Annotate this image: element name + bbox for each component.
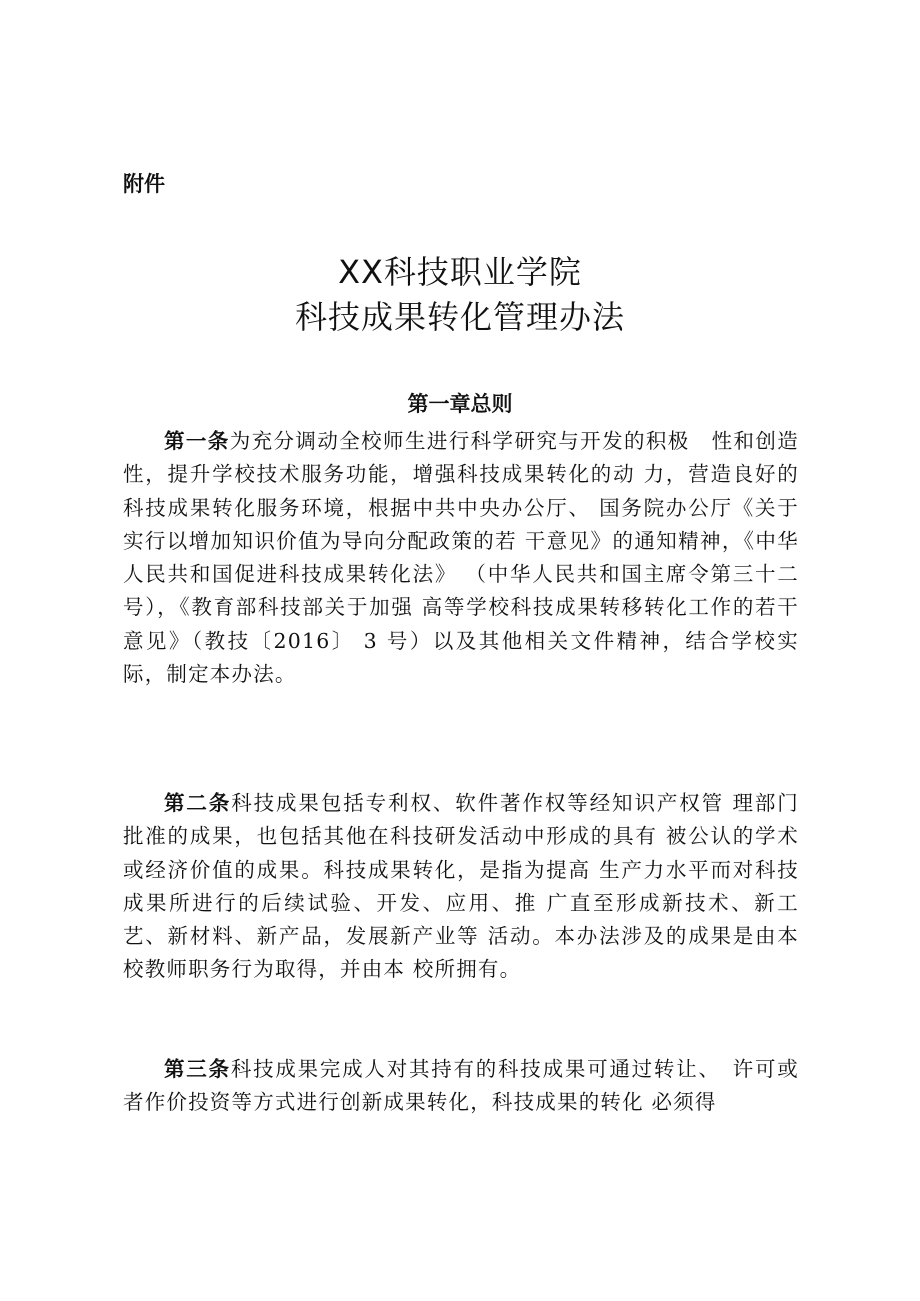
chapter-heading: 第一章总则 (407, 392, 513, 416)
article-3 (123, 1053, 799, 1120)
article-3-heading: 第三条 (164, 1057, 231, 1081)
article-2-heading: 第二条 (164, 791, 232, 815)
document-title-line1: XX科技职业学院 (338, 253, 582, 291)
article-1-text: 为充分调动全校师生进行科学研究与开发的积极 性和创造性，提升学校技术服务功能，增强科技成果转化的动 力，营造良好的科技成果转化服务环境，根据中共中央办公厅、 国务院办公厅《关于实行以增加知识价值为导向分配政策的若 干意见》的通知精神，《中华人民共和国促进科技成果转化法》 （中华人民共和国主席令第三十二号），《教育部科技部关于加强 高等学校科技成果转移转化工作的若干意见》（教技〔2016〕 3 号）以及其他相关文件精神，结合学校实际，制定本办法。 (123, 429, 799, 687)
article-3-text: 科技成果完成人对其持有的科技成果可通过转让、 许可或者作价投资等方式进行创新成果转化，科技成果的转化 必须得 (123, 1057, 799, 1115)
article-2-text: 科技成果包括专利权、软件著作权等经知识产权管 理部门批准的成果，也包括其他在科技研发活动中形成的具有 被公认的学术或经济价值的成果。科技成果转化，是指为提高 生产力水平而对科技成果所进行的后续试验、开发、应用、推 广直至形成新技术、新工艺、新材料、新产品，发展新产业等 活动。本办法涉及的成果是由本校教师职务行为取得，并由本 校所拥有。 (123, 791, 799, 982)
article-1 (123, 425, 799, 691)
article-1-heading: 第一条 (164, 429, 230, 453)
document-title-line2: 科技成果转化管理办法 (294, 298, 625, 336)
attachment-label: 附件 (123, 172, 165, 196)
article-2 (123, 787, 799, 987)
